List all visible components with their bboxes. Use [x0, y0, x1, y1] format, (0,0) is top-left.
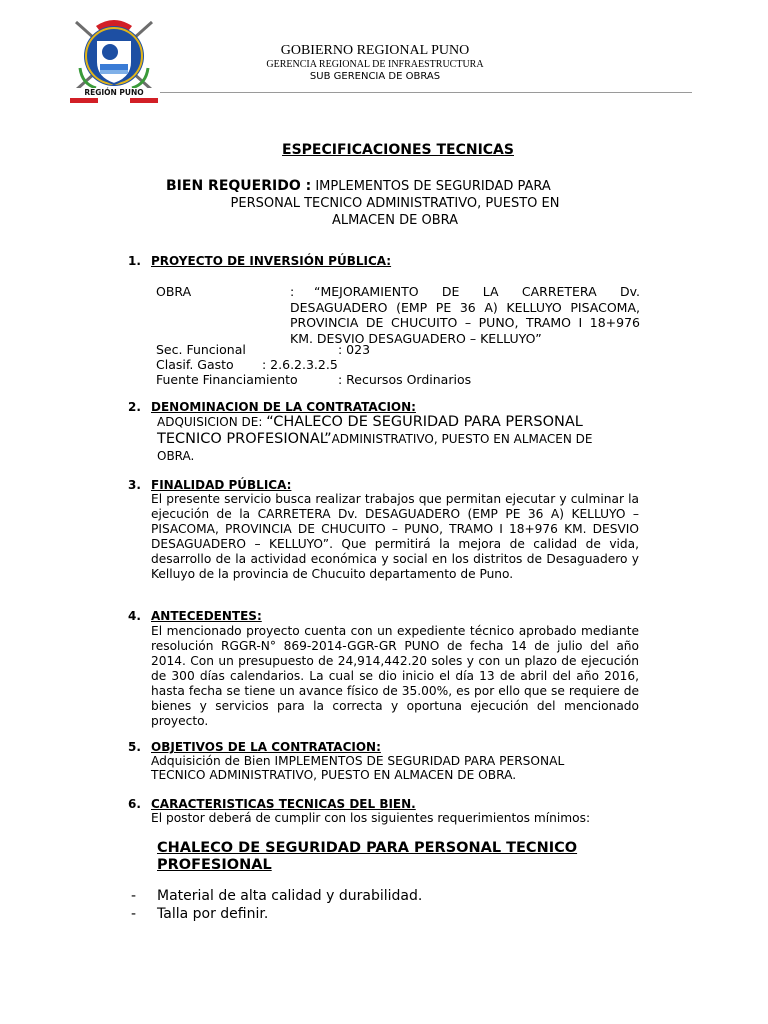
bullet-dash: - [131, 906, 137, 922]
bien-line-1: IMPLEMENTOS DE SEGURIDAD PARA [315, 179, 551, 194]
obra-value: “MEJORAMIENTO DE LA CARRETERA Dv. DESAGUADERO (EMP PE 36 A) KELLUYO PISACOMA, PROVINCIA DE CHUCUITO – PUNO, TRAMO I 18+976 KM. DESVIO DESAGUADERO – KELLUYO” [290, 284, 640, 346]
sec-funcional-label: Sec. Funcional [156, 342, 246, 357]
fuente-value: : Recursos Ordinarios [338, 372, 472, 387]
bien-requerido-block [160, 178, 630, 229]
section-6-number: 6. [128, 797, 141, 811]
section-2-big-1: “CHALECO DE SEGURIDAD PARA PERSONAL [266, 414, 583, 430]
chaleco-title: CHALECO DE SEGURIDAD PARA PERSONAL TECNICO PROFESIONAL [157, 840, 578, 873]
bien-label: BIEN REQUERIDO : [166, 178, 312, 194]
bien-line-3: ALMACEN DE OBRA [331, 213, 459, 228]
section-2-title: DENOMINACION DE LA CONTRATACION: [151, 400, 416, 414]
section-3-title: FINALIDAD PÚBLICA: [151, 478, 292, 492]
section-4-title: ANTECEDENTES: [151, 609, 262, 623]
header-rule [160, 92, 692, 93]
header-line-2: GERENCIA REGIONAL DE INFRAESTRUCTURA [266, 59, 484, 70]
header-line-3: SUB GERENCIA DE OBRAS [309, 71, 441, 82]
clasif-gasto-value: : 2.6.2.3.2.5 [262, 357, 338, 372]
bien-line-2: PERSONAL TECNICO ADMINISTRATIVO, PUESTO EN [230, 196, 560, 211]
section-5-line-2: TECNICO ADMINISTRATIVO, PUESTO EN ALMACEN DE OBRA. [151, 768, 517, 782]
logo-text: REGIÓN PUNO [84, 88, 144, 97]
section-5-title: OBJETIVOS DE LA CONTRATACION: [151, 740, 381, 754]
section-2-rest: ADMINISTRATIVO, PUESTO EN ALMACEN DE [331, 432, 593, 446]
obra-label: OBRA [156, 284, 192, 299]
obra-colon: : [290, 284, 295, 299]
document-title: ESPECIFICACIONES TECNICAS [282, 142, 514, 158]
clasif-gasto-label: Clasif. Gasto [156, 357, 234, 372]
header-line-1: GOBIERNO REGIONAL PUNO [280, 43, 470, 58]
section-5-line-1: Adquisición de Bien IMPLEMENTOS DE SEGURIDAD PARA PERSONAL [151, 754, 565, 768]
section-1-number: 1. [128, 254, 141, 268]
section-6-title: CARACTERISTICAS TECNICAS DEL BIEN. [151, 797, 416, 811]
region-puno-logo [66, 12, 162, 108]
section-2-big-2: TECNICO PROFESIONAL” [157, 431, 332, 447]
section-1-title: PROYECTO DE INVERSIÓN PÚBLICA: [151, 254, 392, 268]
section-4-number: 4. [128, 609, 141, 623]
bullet-item-1: Material de alta calidad y durabilidad. [157, 888, 423, 904]
fuente-label: Fuente Financiamiento [156, 372, 298, 387]
section-2-number: 2. [128, 400, 141, 414]
section-2-text [157, 414, 637, 465]
section-2-line-3: OBRA. [157, 449, 195, 463]
section-6-text: El postor deberá de cumplir con los siguientes requerimientos mínimos: [151, 811, 591, 825]
section-2-prefix: ADQUISICION DE: [157, 415, 267, 429]
section-4-text: El mencionado proyecto cuenta con un expediente técnico aprobado mediante resolución RGGR-N° 869-2014-GGR-GR PUNO de fecha 14 de julio del año 2014. Con un presupuesto de 24,914,442.20 soles y con un plazo de ejecución de 300 días calendarios. La cual se dio inicio el día 13 de abril del año 2016, hasta fecha se tiene un avance físico de 35.00%, es por ello que se requiere de bienes y servicios para la correcta y oportuna ejecución del mencionado proyecto. [151, 624, 639, 728]
bullet-dash: - [131, 888, 137, 904]
section-3-text: El presente servicio busca realizar trabajos que permitan ejecutar y culminar la ejecución de la CARRETERA Dv. DESAGUADERO (EMP PE 36 A) KELLUYO – PISACOMA, PROVINCIA DE CHUCUITO – PUNO, TRAMO I 18+976 KM. DESVIO DESAGUADERO – KELLUYO”. Que permitirá la mejora de calidad de vida, desarrollo de la actividad económica y social en los distritos de Desaguadero y Kelluyo de la provincia de Chucuito departamento de Puno. [151, 492, 639, 581]
sec-funcional-value: : 023 [338, 342, 371, 357]
section-3-number: 3. [128, 478, 141, 492]
bullet-item-2: Talla por definir. [157, 906, 269, 922]
section-5-number: 5. [128, 740, 141, 754]
